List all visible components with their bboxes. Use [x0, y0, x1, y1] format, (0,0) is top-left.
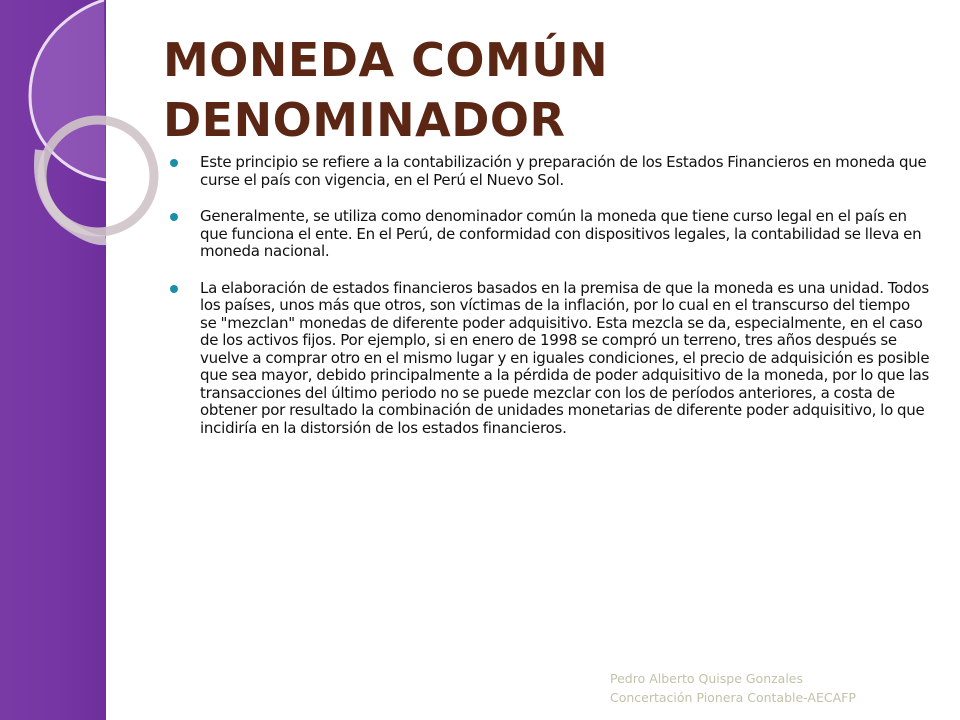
bullet-item-1: [170, 154, 930, 189]
bullet-dot-icon: [170, 285, 178, 293]
slide-title-line-1: MONEDA COMÚN: [163, 33, 609, 87]
bullet-item-3: [170, 280, 930, 438]
footer-author: [610, 669, 940, 707]
footer-line-1: Pedro Alberto Quispe Gonzales: [610, 671, 804, 686]
slide-title-line-2: DENOMINADOR: [163, 93, 566, 147]
bullet-text-2: Generalmente, se utiliza como denominador común la moneda que tiene curso legal en el país en que funciona el ente. En el Perú, de conformidad con dispositivos legales, la contabilidad se lleva en moneda nacional.: [200, 207, 922, 260]
bullet-text-3: La elaboración de estados financieros basados en la premisa de que la moneda es una unidad. Todos los países, unos más que otros, son víctimas de la inflación, por lo cual en el transcurso del tiempo se "mezclan" monedas de diferente poder adquisitivo. Esta mezcla se da, especialmente, en el caso de los activos fijos. Por ejemplo, si en enero de 1998 se compró un terreno, tres años después se vuelve a comprar otro en el mismo lugar y en iguales condiciones, el precio de adquisición es posible que sea mayor, debido principalmente a la pérdida de poder adquisitivo de la moneda, por lo que las transacciones del último periodo no se puede mezclar con los de períodos anteriores, a costa de obtener por resultado la combinación de unidades monetarias de diferente poder adquisitivo, lo que incidiría en la distorsión de los estados financieros.: [200, 278, 930, 437]
footer-line-2: Concertación Pionera Contable-AECAFP: [610, 690, 856, 705]
side-band: [0, 0, 106, 720]
bullet-list: [170, 154, 930, 456]
bullet-item-2: [170, 208, 930, 261]
bullet-dot-icon: [170, 159, 178, 167]
bullet-dot-icon: [170, 213, 178, 221]
slide-title: [163, 30, 923, 150]
bullet-text-1: Este principio se refiere a la contabilización y preparación de los Estados Financieros en moneda que curse el país con vigencia, en el Perú el Nuevo Sol.: [200, 153, 927, 189]
